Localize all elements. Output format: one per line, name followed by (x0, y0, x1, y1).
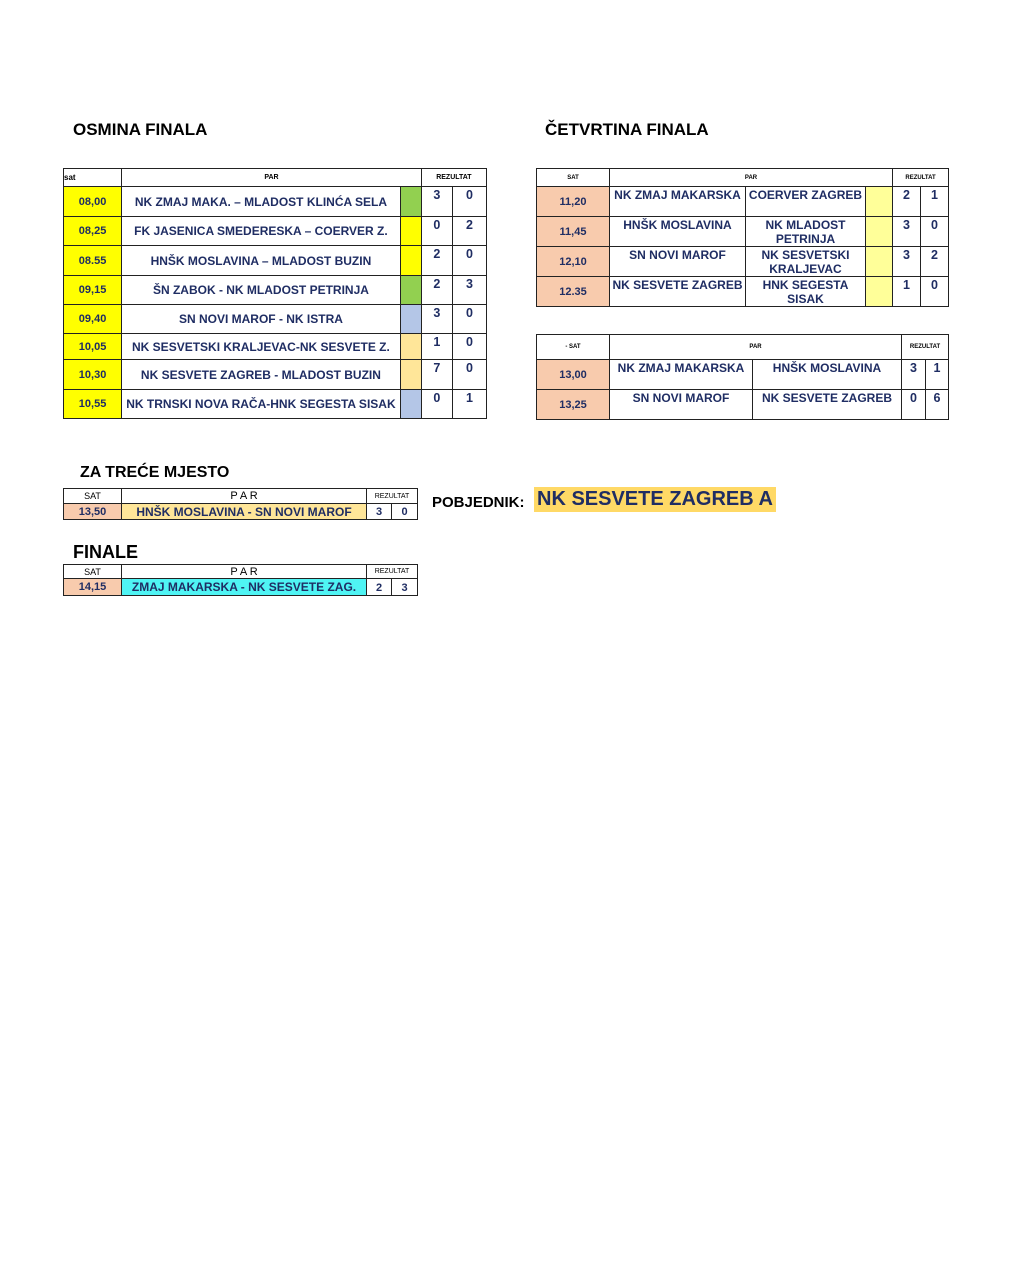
finale-row (64, 579, 418, 596)
trece-sat: 13,50 (64, 504, 122, 520)
osmina-par: NK SESVETSKI KRALJEVAC-NK SESVETE Z. (122, 334, 401, 360)
osmina-row (64, 187, 487, 217)
polufinale-away: HNŠK MOSLAVINA (753, 360, 902, 390)
finale-table (63, 564, 418, 596)
cetvrtina-header-sat: SAT (537, 169, 610, 187)
osmina-row (64, 246, 487, 276)
cetvrtina-sat: 11,45 (537, 217, 610, 247)
trece-header-sat: SAT (64, 489, 122, 504)
osmina-score-2: 0 (452, 187, 486, 217)
cetvrtina-sat: 11,20 (537, 187, 610, 217)
cetvrtina-score-2: 1 (921, 187, 949, 217)
osmina-score-2: 0 (452, 360, 486, 390)
cetvrtina-score-1: 1 (893, 277, 921, 307)
winner-label: POBJEDNIK: (432, 494, 525, 511)
cetvrtina-score-1: 3 (893, 247, 921, 277)
osmina-title: OSMINA FINALA (73, 120, 208, 139)
polufinale-row (537, 360, 949, 390)
polufinale-score-1: 0 (902, 390, 926, 420)
finale-header-rezultat: REZULTAT (367, 565, 418, 579)
cetvrtina-home: NK SESVETE ZAGREB (610, 277, 746, 307)
cetvrtina-header-rezultat: REZULTAT (893, 169, 949, 187)
osmina-par: FK JASENICA SMEDERESKA – COERVER Z. (122, 217, 401, 246)
cetvrtina-score-2: 0 (921, 217, 949, 247)
osmina-score-1: 3 (421, 305, 452, 334)
cetvrtina-row (537, 277, 949, 307)
polufinale-sat: 13,25 (537, 390, 610, 420)
osmina-color-swatch (400, 276, 421, 305)
osmina-score-2: 0 (452, 305, 486, 334)
cetvrtina-color-swatch (866, 247, 893, 277)
cetvrtina-away: NK SESVETSKI KRALJEVAC (746, 247, 866, 277)
finale-header-par: P A R (122, 565, 367, 579)
cetvrtina-away: COERVER ZAGREB (746, 187, 866, 217)
osmina-sat: 10,55 (64, 390, 122, 419)
osmina-sat: 10,30 (64, 360, 122, 390)
finale-score-1: 2 (367, 579, 392, 596)
osmina-score-1: 1 (421, 334, 452, 360)
polufinale-score-2: 6 (926, 390, 949, 420)
osmina-row (64, 305, 487, 334)
osmina-score-2: 1 (452, 390, 486, 419)
osmina-row (64, 360, 487, 390)
polufinale-header-sat: - SAT (537, 335, 610, 360)
osmina-sat: 09,15 (64, 276, 122, 305)
osmina-color-swatch (400, 305, 421, 334)
osmina-par: HNŠK MOSLAVINA – MLADOST BUZIN (122, 246, 401, 276)
osmina-par: NK TRNSKI NOVA RAČA-HNK SEGESTA SISAK (122, 390, 401, 419)
cetvrtina-away: NK MLADOST PETRINJA (746, 217, 866, 247)
cetvrtina-away: HNK SEGESTA SISAK (746, 277, 866, 307)
finale-score-2: 3 (392, 579, 418, 596)
osmina-row (64, 390, 487, 419)
osmina-par: NK ZMAJ MAKA. – MLADOST KLINĆA SELA (122, 187, 401, 217)
cetvrtina-row (537, 247, 949, 277)
osmina-score-1: 0 (421, 390, 452, 419)
trece-score-1: 3 (367, 504, 392, 520)
osmina-par: ŠN ZABOK - NK MLADOST PETRINJA (122, 276, 401, 305)
osmina-score-2: 0 (452, 246, 486, 276)
osmina-header-sat: sat (64, 169, 122, 187)
cetvrtina-score-2: 0 (921, 277, 949, 307)
osmina-color-swatch (400, 217, 421, 246)
polufinale-row (537, 390, 949, 420)
cetvrtina-color-swatch (866, 187, 893, 217)
polufinale-sat: 13,00 (537, 360, 610, 390)
cetvrtina-header-par: PAR (610, 169, 893, 187)
osmina-score-1: 0 (421, 217, 452, 246)
cetvrtina-home: SN NOVI MAROF (610, 247, 746, 277)
osmina-header-rezultat: REZULTAT (421, 169, 486, 187)
osmina-row (64, 217, 487, 246)
polufinale-header-par: PAR (610, 335, 902, 360)
cetvrtina-color-swatch (866, 217, 893, 247)
cetvrtina-row (537, 187, 949, 217)
polufinale-score-2: 1 (926, 360, 949, 390)
cetvrtina-table (536, 168, 949, 307)
osmina-score-1: 2 (421, 246, 452, 276)
osmina-par: NK SESVETE ZAGREB - MLADOST BUZIN (122, 360, 401, 390)
cetvrtina-sat: 12.35 (537, 277, 610, 307)
cetvrtina-home: HNŠK MOSLAVINA (610, 217, 746, 247)
cetvrtina-row (537, 217, 949, 247)
osmina-sat: 09,40 (64, 305, 122, 334)
polufinale-score-1: 3 (902, 360, 926, 390)
osmina-color-swatch (400, 334, 421, 360)
osmina-score-1: 2 (421, 276, 452, 305)
polufinale-table (536, 334, 949, 420)
cetvrtina-title: ČETVRTINA FINALA (545, 120, 709, 139)
osmina-sat: 08,25 (64, 217, 122, 246)
osmina-color-swatch (400, 246, 421, 276)
trece-table (63, 488, 418, 520)
trece-header-rezultat: REZULTAT (367, 489, 418, 504)
cetvrtina-score-2: 2 (921, 247, 949, 277)
osmina-score-1: 7 (421, 360, 452, 390)
osmina-color-swatch (400, 360, 421, 390)
osmina-score-2: 0 (452, 334, 486, 360)
finale-header-sat: SAT (64, 565, 122, 579)
osmina-par: SN NOVI MAROF - NK ISTRA (122, 305, 401, 334)
trece-score-2: 0 (392, 504, 418, 520)
finale-par: ZMAJ MAKARSKA - NK SESVETE ZAG. (122, 579, 367, 596)
cetvrtina-home: NK ZMAJ MAKARSKA (610, 187, 746, 217)
polufinale-home: NK ZMAJ MAKARSKA (610, 360, 753, 390)
osmina-sat: 10,05 (64, 334, 122, 360)
osmina-sat: 08,00 (64, 187, 122, 217)
trece-header-par: P A R (122, 489, 367, 504)
trece-title: ZA TREĆE MJESTO (80, 464, 230, 481)
cetvrtina-sat: 12,10 (537, 247, 610, 277)
polufinale-home: SN NOVI MAROF (610, 390, 753, 420)
osmina-table (63, 168, 487, 419)
polufinale-away: NK SESVETE ZAGREB (753, 390, 902, 420)
osmina-color-swatch (400, 390, 421, 419)
cetvrtina-score-1: 3 (893, 217, 921, 247)
finale-sat: 14,15 (64, 579, 122, 596)
osmina-header-par: PAR (122, 169, 422, 187)
winner-name: NK SESVETE ZAGREB A (534, 487, 776, 512)
trece-par: HNŠK MOSLAVINA - SN NOVI MAROF (122, 504, 367, 520)
osmina-row (64, 276, 487, 305)
polufinale-header-rezultat: REZULTAT (902, 335, 949, 360)
osmina-sat: 08.55 (64, 246, 122, 276)
osmina-row (64, 334, 487, 360)
osmina-score-2: 3 (452, 276, 486, 305)
trece-row (64, 504, 418, 520)
finale-title: FINALE (73, 542, 138, 562)
cetvrtina-score-1: 2 (893, 187, 921, 217)
osmina-score-2: 2 (452, 217, 486, 246)
osmina-score-1: 3 (421, 187, 452, 217)
cetvrtina-color-swatch (866, 277, 893, 307)
osmina-color-swatch (400, 187, 421, 217)
